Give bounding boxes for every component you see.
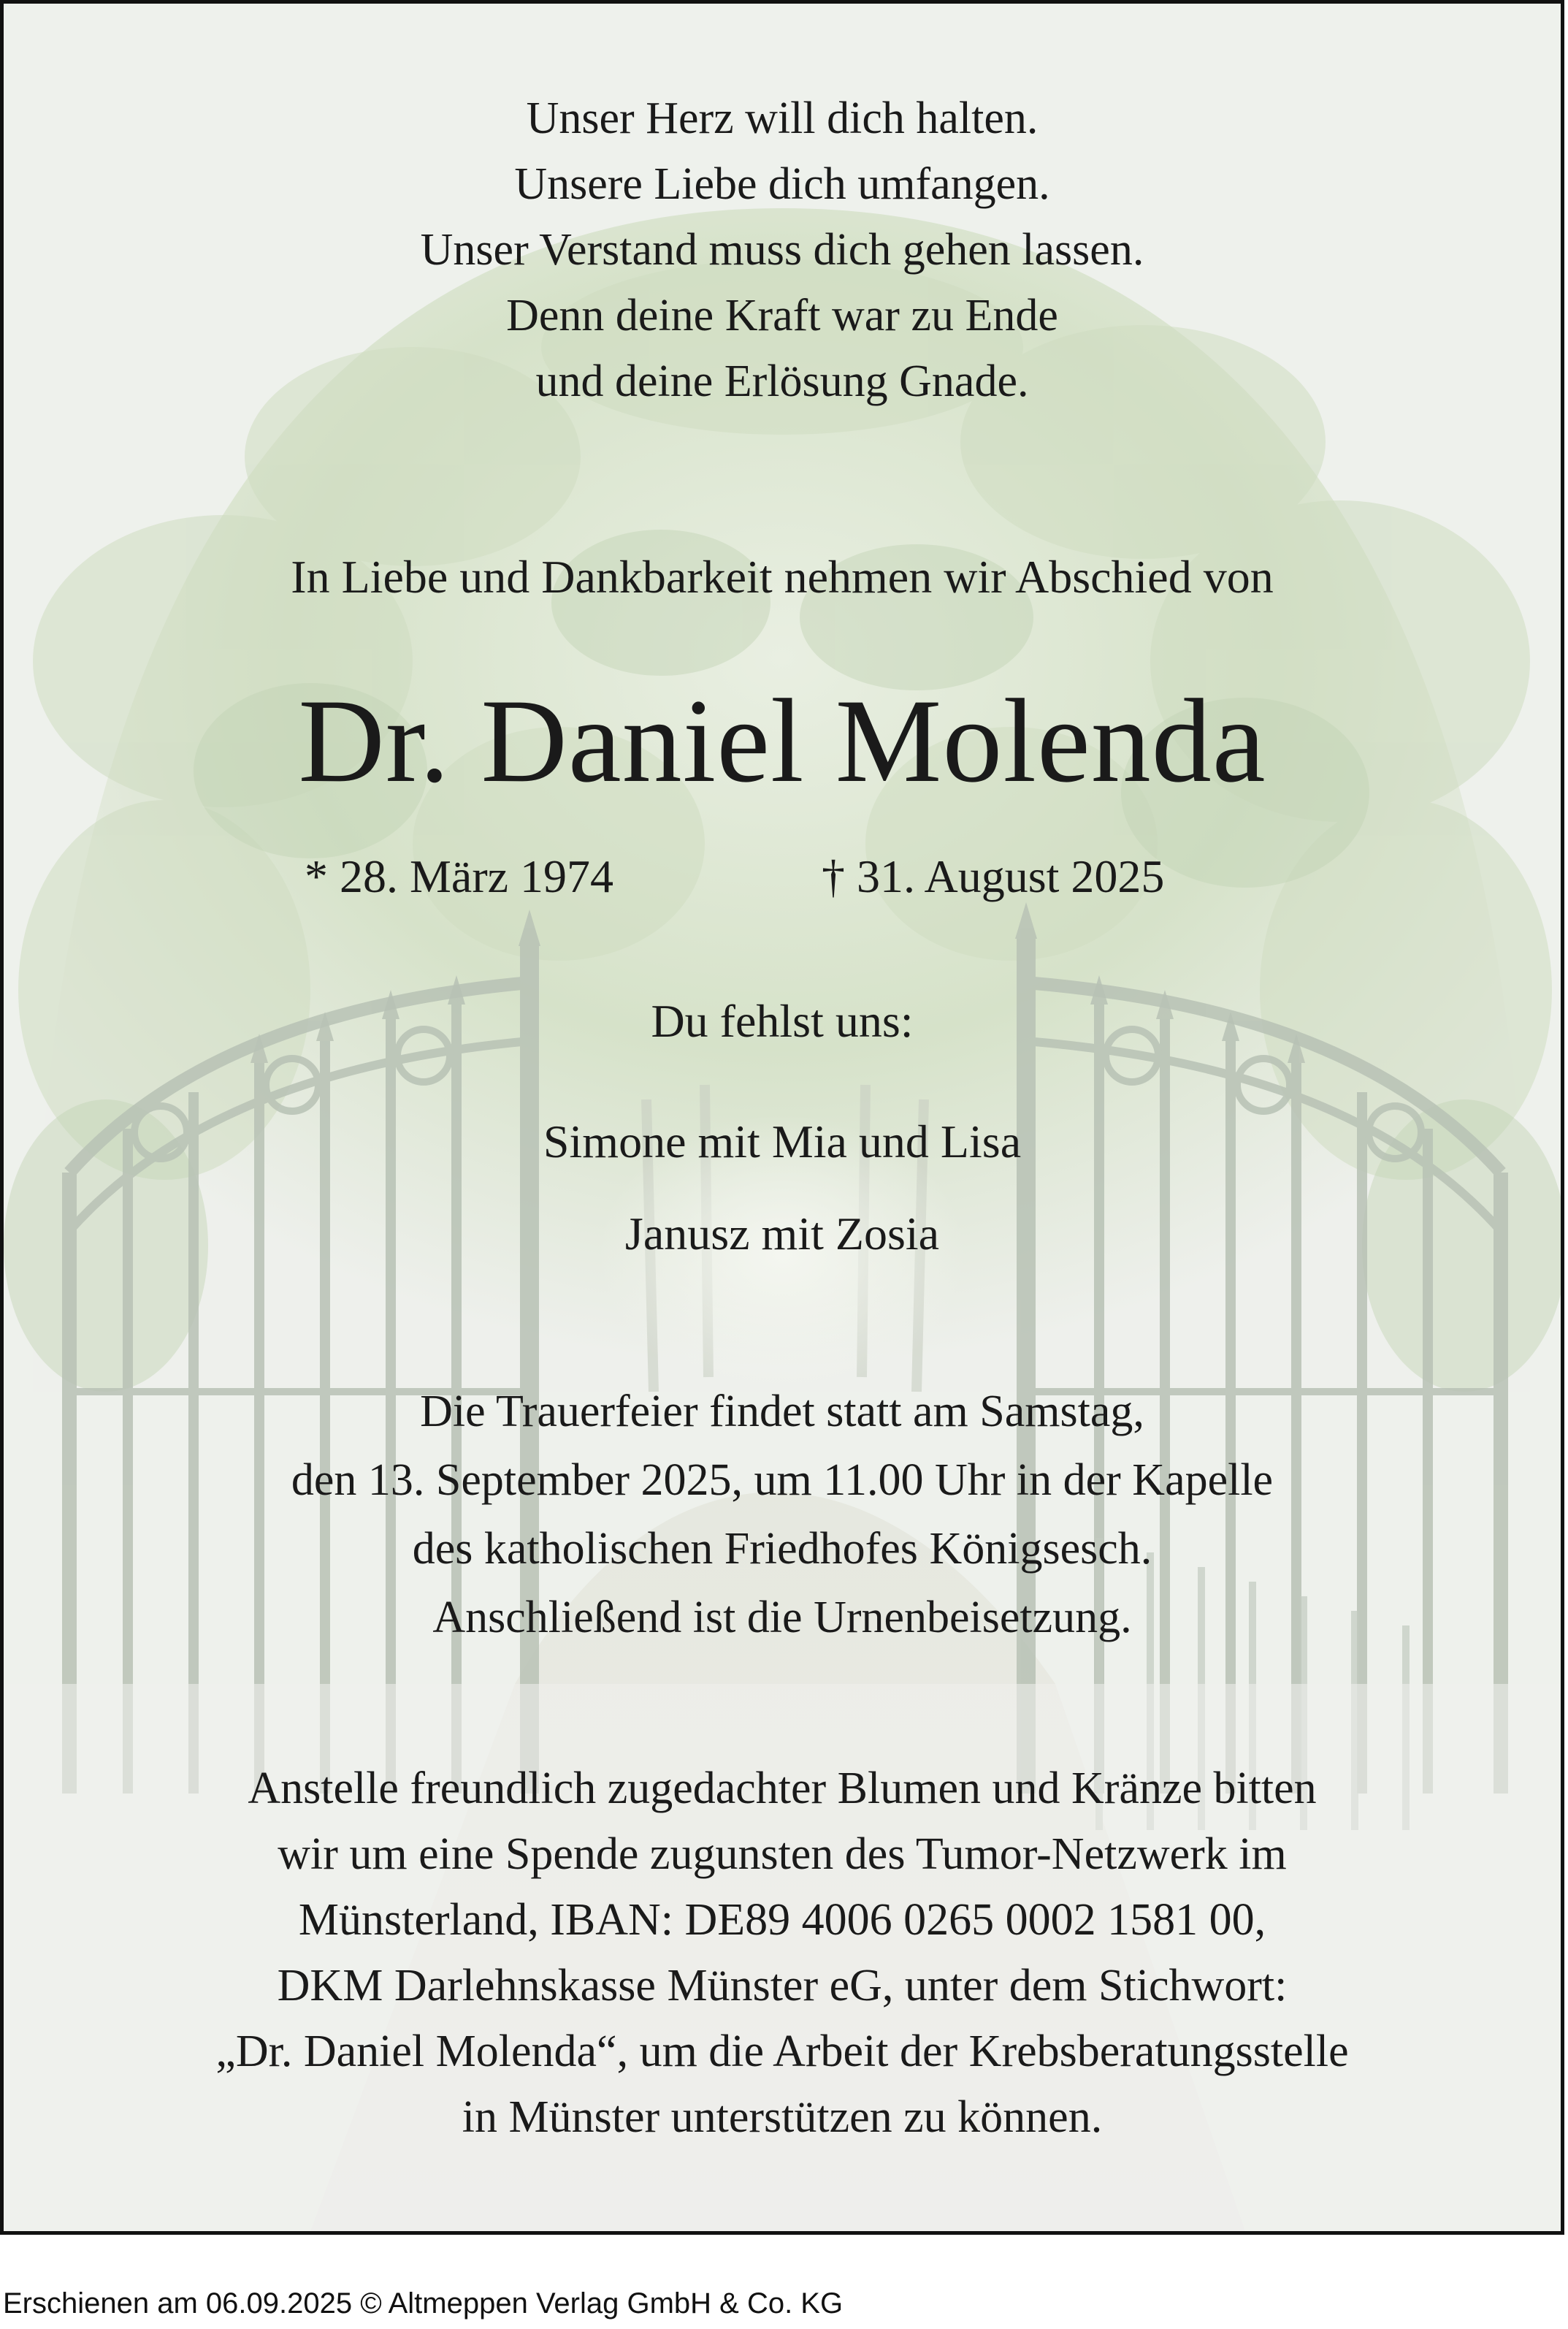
notice-text (4, 4, 1561, 2231)
verse-line: Unser Verstand muss dich gehen lassen. (420, 225, 1144, 275)
donation-line: DKM Darlehnskasse Münster eG, unter dem Stichwort: (277, 1961, 1288, 2010)
service-line: Anschließend ist die Urnenbeisetzung. (432, 1593, 1132, 1642)
deceased-name: Dr. Daniel Molenda (298, 675, 1266, 807)
verse-line: und deine Erlösung Gnade. (535, 357, 1029, 406)
donation-line: in Münster unterstützen zu können. (462, 2092, 1103, 2142)
donation-request (4, 1756, 1561, 2150)
service-line: des katholischen Friedhofes Königsesch. (412, 1524, 1152, 1574)
donation-line: „Dr. Daniel Molenda“, um die Arbeit der Krebsberatungsstelle (215, 2027, 1349, 2076)
miss-you-text: Du fehlst uns: (651, 995, 914, 1047)
verse-line: Denn deine Kraft war zu Ende (506, 291, 1058, 340)
farewell-intro: In Liebe und Dankbarkeit nehmen wir Abschied von (291, 551, 1274, 603)
donation-line: Anstelle freundlich zugedachter Blumen und Kränze bitten (248, 1764, 1317, 1813)
service-line: Die Trauerfeier findet statt am Samstag, (420, 1387, 1144, 1436)
birth-date: * 28. März 1974 (305, 850, 614, 902)
verse-line: Unsere Liebe dich umfangen. (514, 159, 1050, 209)
mourner-line: Simone mit Mia und Lisa (543, 1116, 1022, 1167)
verse-line: Unser Herz will dich halten. (526, 94, 1039, 143)
mourners-list (4, 1096, 1561, 1280)
service-line: den 13. September 2025, um 11.00 Uhr in der Kapelle (291, 1455, 1274, 1505)
donation-line: Münsterland, IBAN: DE89 4006 0265 0002 1581 00, (298, 1895, 1266, 1945)
publication-footer: Erschienen am 06.09.2025 © Altmeppen Verlag GmbH & Co. KG (3, 2287, 844, 2320)
mourner-line: Janusz mit Zosia (624, 1208, 940, 1259)
death-date: † 31. August 2025 (822, 850, 1165, 902)
donation-line: wir um eine Spende zugunsten des Tumor-Netzwerk im (278, 1829, 1287, 1879)
funeral-service-info (4, 1377, 1561, 1652)
memorial-verse (4, 85, 1561, 414)
